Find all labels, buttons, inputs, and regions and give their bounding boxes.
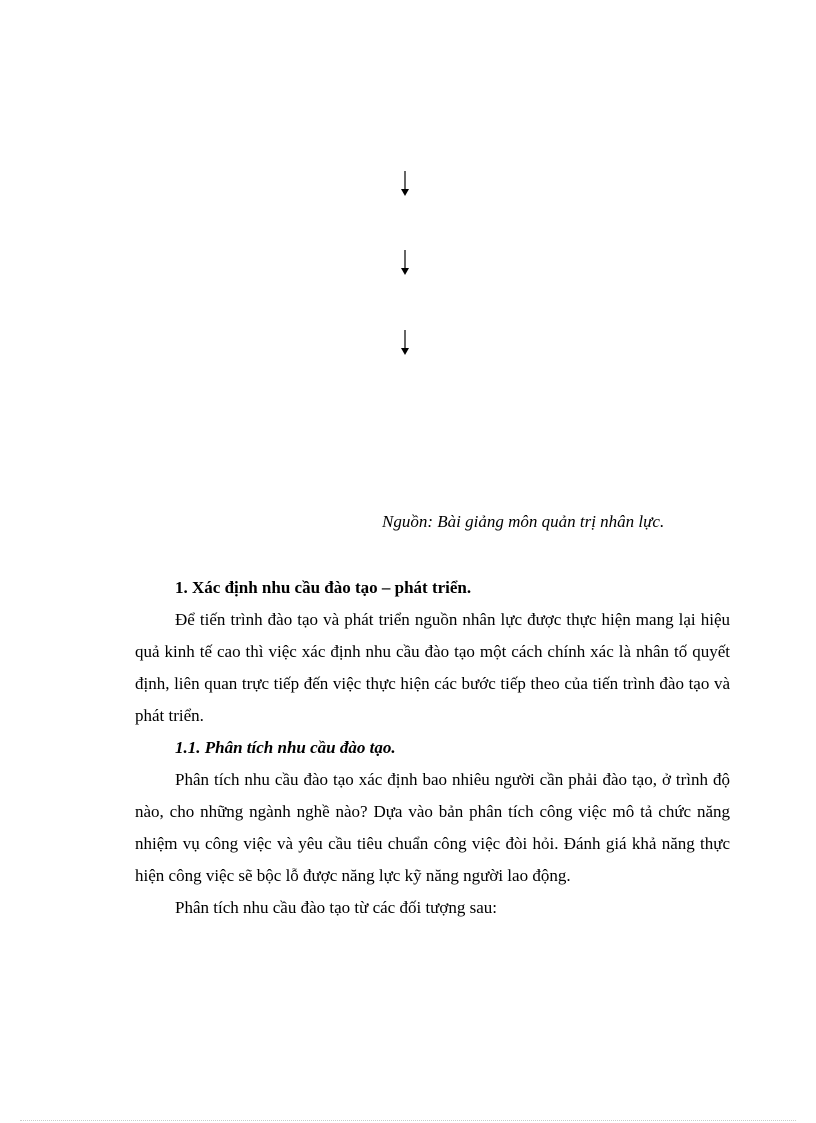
- down-arrow-icon: [398, 250, 412, 276]
- subsection-paragraph: Phân tích nhu cầu đào tạo xác định bao nhiêu người cần phải đào tạo, ở trình độ nào, cho những ngành nghề nào? Dựa vào bản phân tích công việc mô tả chức năng nhiệm vụ công việc và yêu cầu tiêu chuẩn công việc đòi hỏi. Đánh giá khả năng thực hiện công việc sẽ bộc lỗ được năng lực kỹ năng người lao động.: [135, 770, 730, 885]
- section-paragraph: Để tiến trình đào tạo và phát triển nguồn nhân lực được thực hiện mang lại hiệu quả kinh tế cao thì việc xác định nhu cầu đào tạo một cách chính xác là nhân tố quyết định, liên quan trực tiếp đến việc thực hiện các bước tiếp theo của tiến trình đào tạo và phát triển.: [135, 610, 730, 725]
- source-caption: Nguồn: Bài giảng môn quản trị nhân lực.: [382, 512, 665, 531]
- down-arrow-icon: [398, 171, 412, 197]
- page-bottom-rule: [20, 1120, 796, 1121]
- subsection-heading: 1.1. Phân tích nhu cầu đào tạo.: [175, 738, 396, 757]
- down-arrow-icon: [398, 330, 412, 356]
- section-heading: 1. Xác định nhu cầu đào tạo – phát triển.: [175, 578, 472, 597]
- subsection-paragraph: Phân tích nhu cầu đào tạo từ các đối tượng sau:: [175, 898, 498, 917]
- document-body: [135, 572, 730, 924]
